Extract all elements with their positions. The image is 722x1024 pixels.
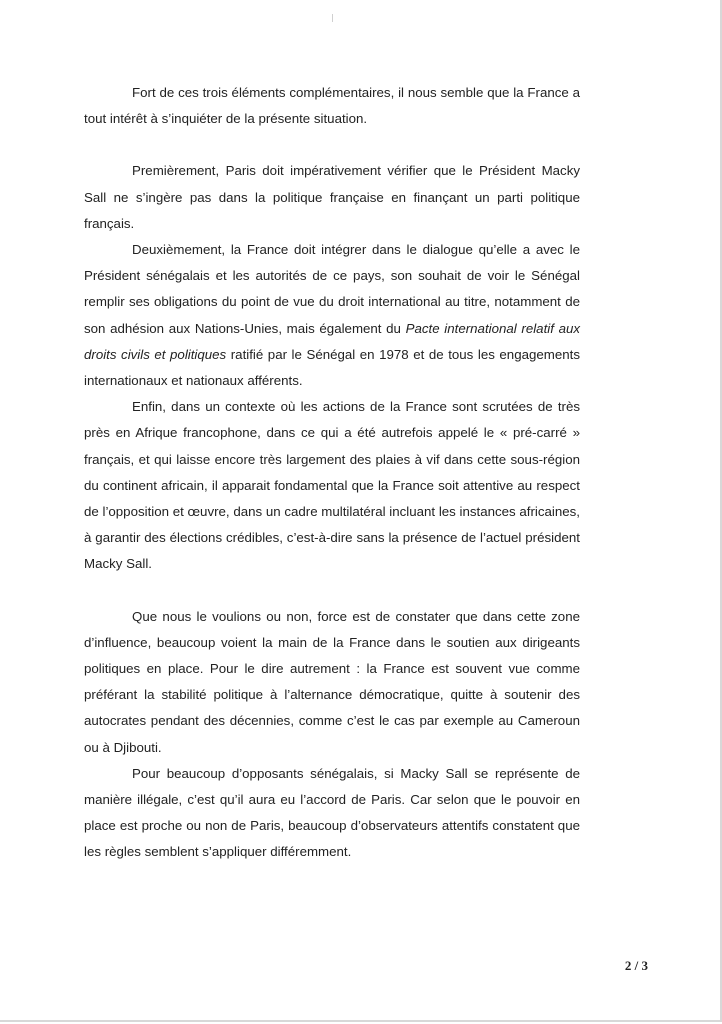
paragraph-4-text: Enfin, dans un contexte où les actions de la France sont scrutées de très près en Afrique francophone, dans ce qui a été autrefois appelé le « pré-carré » français, et qui laisse encore très largement des plaies à vif dans cette sous-région du continent africain, il apparait fondamental que la France soit attentive au respect de l’opposition et œuvre, dans un cadre multilatéral incluant les instances africaines, à garantir des élections crédibles, c’est-à-dire sans la présence de l’actuel président Macky Sall.: [84, 399, 580, 572]
paragraph-3-italic-title: Pacte international relatif aux droits civils et politiques: [84, 320, 581, 362]
page-number: 2 / 3: [624, 958, 648, 973]
paragraph-3: [84, 237, 580, 394]
paragraph-3-text-after: ratifié par le Sénégal en 1978 et de tous les engagements internationaux et nationaux afférents.: [84, 346, 580, 389]
paragraph-5: [84, 604, 580, 761]
body-text: [84, 80, 580, 866]
scan-mark: [332, 14, 333, 22]
paragraph-1-text: Fort de ces trois éléments complémentaires, il nous semble que la France a tout intérêt à s’inquiéter de la présente situation.: [84, 85, 580, 127]
paragraph-6-text: Pour beaucoup d’opposants sénégalais, si Macky Sall se représente de manière illégale, c’est qu’il aura eu l’accord de Paris. Car selon que le pouvoir en place est proche ou non de Paris, beaucoup d’observateurs attentifs constatent que les règles semblent s’appliquer différemment.: [84, 765, 580, 860]
paragraph-2-text: Premièrement, Paris doit impérativement vérifier que le Président Macky Sall ne s’ingère pas dans la politique française en finançant un parti politique français.: [84, 163, 580, 231]
paragraph-5-text: Que nous le voulions ou non, force est de constater que dans cette zone d’influence, beaucoup voient la main de la France dans le soutien aux dirigeants politiques en place. Pour le dire autrement : la France est souvent vue comme préférant la stabilité politique à l’alternance démocratique, quitte à soutenir des autocrates pendant des décennies, comme c’est le cas par exemple au Cameroun ou à Djibouti.: [84, 608, 580, 755]
paragraph-1: [84, 80, 580, 132]
paragraph-6: [84, 761, 580, 866]
paragraph-2: [84, 158, 580, 237]
paragraph-3-text: Deuxièmement, la France doit intégrer dans le dialogue qu’elle a avec le Président sénégalais et les autorités de ce pays, son souhait de voir le Sénégal remplir ses obligations du point de vue du droit international au titre, notamment de son adhésion aux Nations-Unies, mais également du: [84, 242, 580, 336]
paragraph-4: [84, 394, 580, 577]
